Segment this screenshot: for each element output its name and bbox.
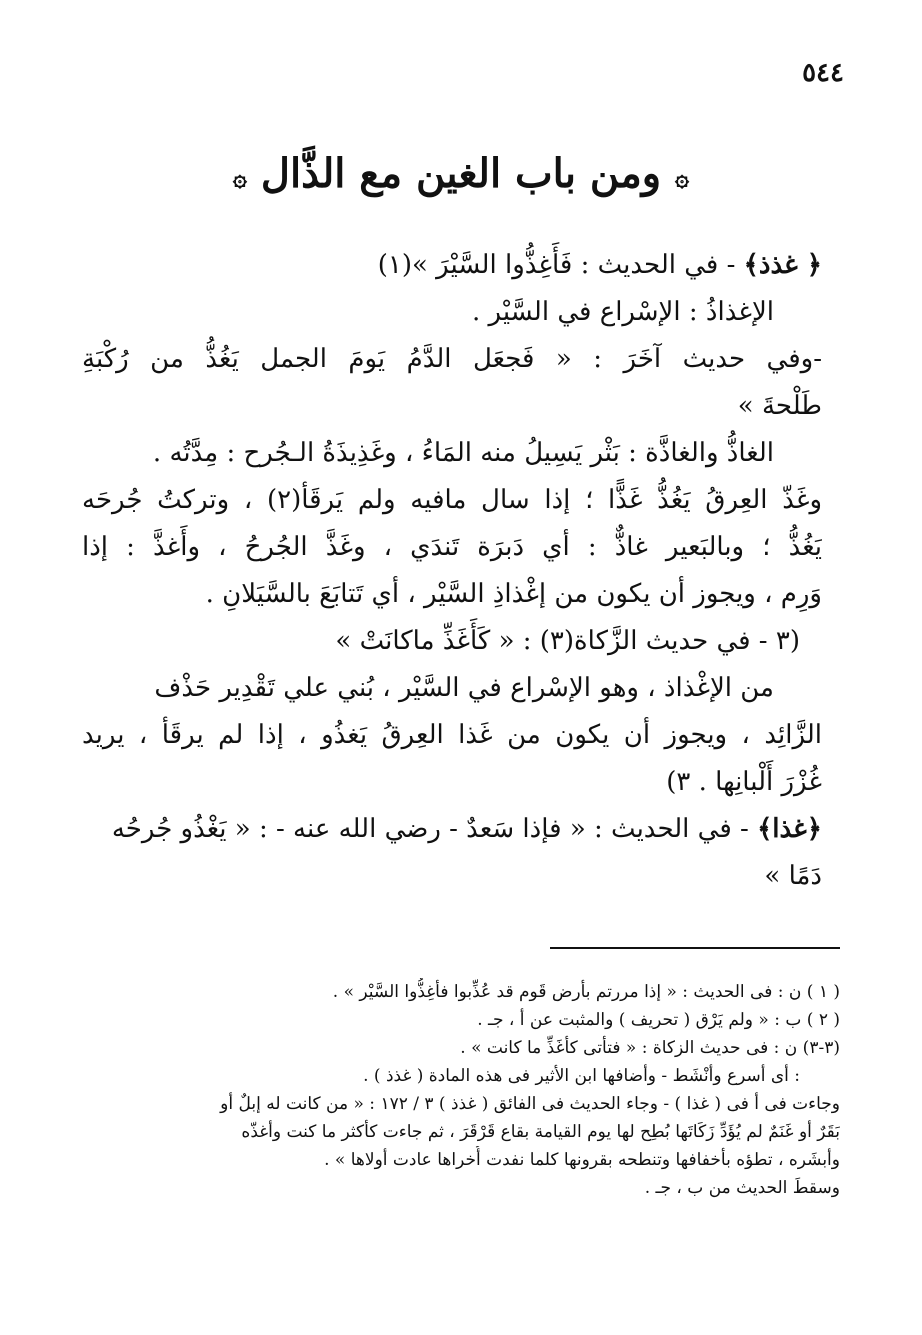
line-text: من الإغْذاذ ، وهو الإسْراع في السَّيْر ، بُني علي تَقْدِير حَذْف xyxy=(154,673,774,703)
line-text: الغاذُّ والغاذَّة : بَثْر يَسِيلُ منه المَاءُ ، وغَذِيذَةُ الـجُرح : مِدَّتُه . xyxy=(152,438,774,468)
text-line xyxy=(82,383,822,430)
text-line xyxy=(82,759,822,806)
line-text: (٣ - في حديث الزَّكاة(٣) : « كَأَغَذِّ ماكانَتْ » xyxy=(335,626,800,656)
body-text xyxy=(82,242,822,900)
footnote-line: : أى أسرع وأنْشَط - وأضافها ابن الأثير فى هذه المادة ( غذذ ) . xyxy=(363,1066,800,1086)
text-line xyxy=(82,712,822,759)
chapter-title-block xyxy=(0,150,922,197)
footnote-line: (٣-٣) ن : فى حديث الزكاة : « فتأتى كأغَذِّ ما كانت » . xyxy=(460,1038,840,1058)
text-line xyxy=(82,571,822,618)
entry-headword: ﴿ غذذ﴾ xyxy=(743,250,822,280)
text-line xyxy=(82,806,822,853)
line-text: - في الحديث : « فإذا سَعدٌ - رضي الله عنه - : « يَغْذُو جُرحُه xyxy=(111,814,749,844)
text-line xyxy=(82,242,822,289)
line-text: - في الحديث : فَأَغِذُّوا السَّيْرَ »(١) xyxy=(377,250,736,280)
ornament-icon-right: ۞ xyxy=(675,162,690,192)
text-line xyxy=(82,289,822,336)
line-text: دَمًا » xyxy=(764,861,822,891)
line-text: الإغذاذُ : الإسْراع في السَّيْر . xyxy=(472,297,774,327)
page-number: ٥٤٤ xyxy=(802,58,844,88)
footnote-line: وجاءت فى أ فى ( غذا ) - وجاء الحديث فى الفائق ( غذذ ) ٣ / ١٧٢ : « من كانت له إبلٌ أو xyxy=(220,1094,840,1114)
text-line xyxy=(82,618,822,665)
text-line xyxy=(82,853,822,900)
ornament-icon-left: ۞ xyxy=(232,162,247,192)
line-text: -وفي حديث آخَرَ : « فَجعَل الدَّمُ يَومَ الجمل يَغُذُّ من رُكْبَةِ xyxy=(82,344,822,374)
text-line xyxy=(82,665,822,712)
footnote-line: ( ٢ ) ب : « ولم يَرْق ( تحريف ) والمثبت عن أ ، جـ . xyxy=(477,1010,840,1030)
line-text: وَرِم ، ويجوز أن يكون من إغْذاذِ السَّيْر ، أي تَتابَعَ بالسَّيَلانِ . xyxy=(205,579,822,609)
footnote-separator xyxy=(550,947,840,949)
line-text: طَلْحةَ » xyxy=(737,391,822,421)
footnote-line: وسقطَ الحديث من ب ، جـ . xyxy=(644,1178,840,1198)
footnote-line: ( ١ ) ن : فى الحديث : « إذا مررتم بأرض قَوم قد عُذِّبوا فأغِذُّوا السَّيْر » . xyxy=(332,982,840,1002)
entry-headword: ﴿غذا﴾ xyxy=(757,814,822,844)
line-text: وغَذّ العِرقُ يَغُذُّ غَذًّا ؛ إذا سال مافيه ولم يَرقَأ(٢) ، وتركتُ جُرحَه xyxy=(82,485,822,515)
footnote-line: بَقَرٌ أو غَنَمٌ لم يُؤَدِّ زَكَاتَها بُطِح لها يوم القيامة بقاع قَرْقَرَ ، ثم جاءت كأكثر ما كنت وأغذّه xyxy=(241,1122,840,1142)
text-line xyxy=(82,524,822,571)
footnote-line: وأبشَره ، تطؤه بأخفافها وتنطحه بقرونها كلما نفدت أُخراها عادت أولاها » . xyxy=(324,1150,840,1170)
text-line xyxy=(82,430,822,477)
line-text: الزَّائِد ، ويجوز أن يكون من غَذا العِرقُ يَغذُو ، إذا لم يرقَأ ، يريد xyxy=(82,720,822,750)
chapter-title: ومن باب الغين مع الذَّال xyxy=(260,150,662,197)
text-line xyxy=(82,336,822,383)
line-text: يَغُذُّ ؛ وبالبَعير غاذٌّ : أي دَبرَة تَندَي ، وغَذَّ الجُرحُ ، وأَغذَّ : إذا xyxy=(82,532,822,562)
text-line xyxy=(82,477,822,524)
footnotes xyxy=(70,978,840,1202)
line-text: غُزْرَ أَلْبانِها . ٣) xyxy=(666,767,822,797)
